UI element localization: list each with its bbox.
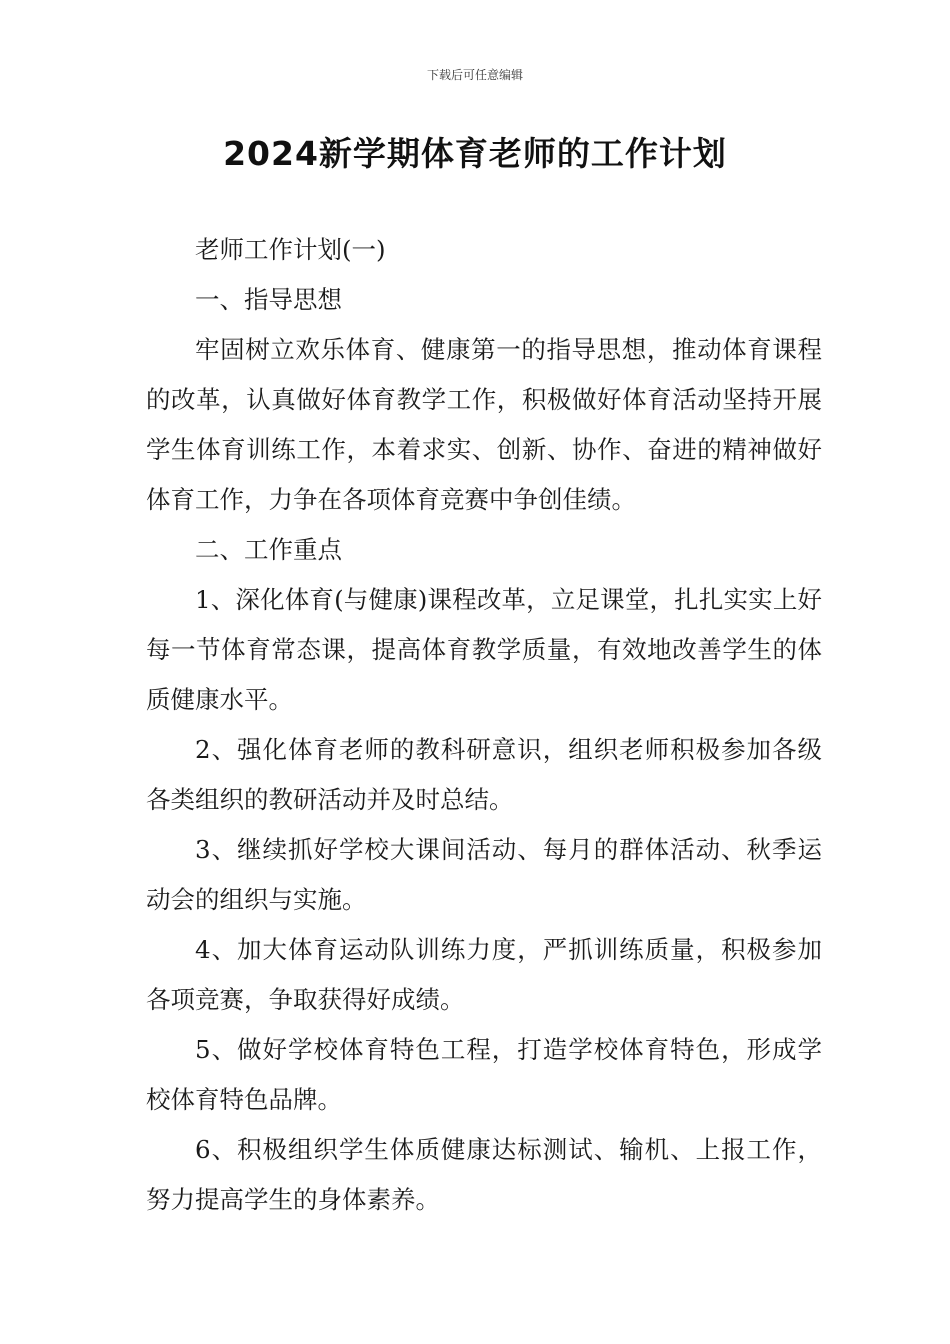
list-item-4: 4、加大体育运动队训练力度，严抓训练质量，积极参加各项竞赛，争取获得好成绩。	[146, 935, 822, 1014]
document-title: 2024新学期体育老师的工作计划	[223, 134, 727, 173]
paragraph-guiding-thought: 牢固树立欢乐体育、健康第一的指导思想，推动体育课程的改革，认真做好体育教学工作，积极做好体育活动坚持开展学生体育训练工作，本着求实、创新、协作、奋进的精神做好体育工作，力争在各项体育竞赛中争创佳绩。	[146, 335, 822, 514]
list-item-2: 2、强化体育老师的教科研意识，组织老师积极参加各级各类组织的教研活动并及时总结。	[146, 735, 822, 814]
list-item-1: 1、深化体育(与健康)课程改革，立足课堂，扎扎实实上好每一节体育常态课，提高体育教学质量，有效地改善学生的体质健康水平。	[146, 585, 822, 714]
heading-guiding-thought: 一、指导思想	[195, 285, 342, 314]
list-item-6: 6、积极组织学生体质健康达标测试、输机、上报工作，努力提高学生的身体素养。	[146, 1135, 822, 1214]
list-item-3: 3、继续抓好学校大课间活动、每月的群体活动、秋季运动会的组织与实施。	[146, 835, 822, 914]
heading-work-focus: 二、工作重点	[195, 535, 342, 564]
section-subtitle: 老师工作计划(一)	[195, 235, 386, 264]
list-item-5: 5、做好学校体育特色工程，打造学校体育特色，形成学校体育特色品牌。	[146, 1035, 822, 1114]
header-note: 下载后可任意编辑	[426, 68, 523, 82]
document-body	[146, 225, 822, 1225]
